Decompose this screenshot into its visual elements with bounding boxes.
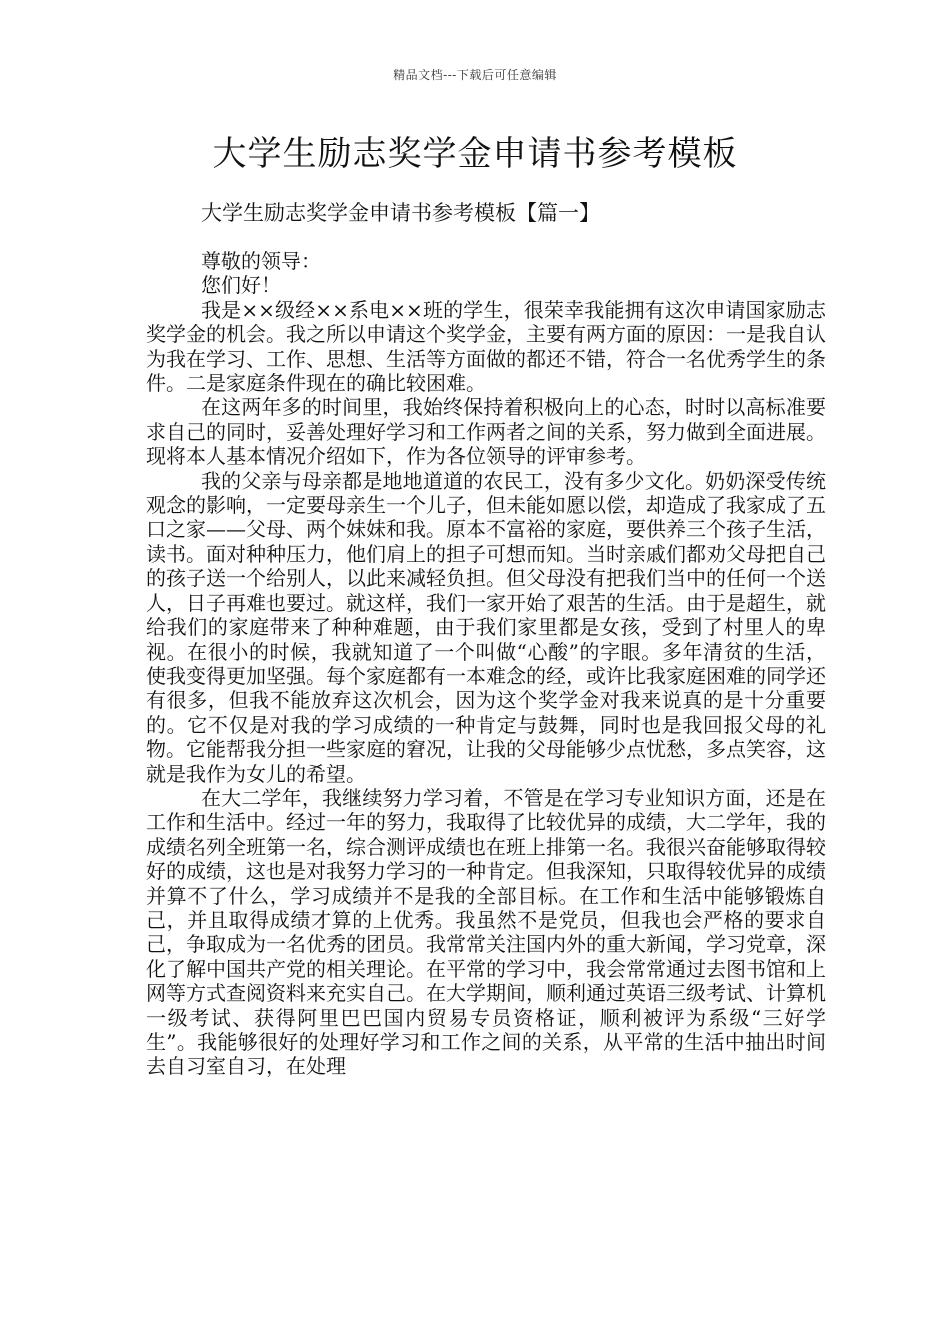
greeting: 您们好！ — [201, 273, 281, 298]
section-subtitle: 大学生励志奖学金申请书参考模板【篇一】 — [201, 201, 600, 225]
document-title: 大学生励志奖学金申请书参考模板 — [212, 134, 738, 174]
header-note: 精品文档---下载后可任意编辑 — [393, 68, 557, 82]
paragraph: 在这两年多的时间里，我始终保持着积极向上的心态，时时以高标准要求自己的同时，妥善处理好学习和工作两者之间的关系，努力做到全面进展。现将本人基本情况介绍如下，作为各位领导的评审参考。 — [146, 395, 826, 469]
paragraph: 在大二学年，我继续努力学习着，不管是在学习专业知识方面，还是在工作和生活中。经过一年的努力，我取得了比较优异的成绩，大二学年，我的成绩名列全班第一名，综合测评成绩也在班上排第一名。我很兴奋能够取得较好的成绩，这也是对我努力学习的一种肯定。但我深知，只取得较优异的成绩并算不了什么，学习成绩并不是我的全部目标。在工作和生活中能够锻炼自己，并且取得成绩才算的上优秀。我虽然不是党员，但我也会严格的要求自己，争取成为一名优秀的团员。我常常关注国内外的重大新闻，学习党章，深化了解中国共产党的相关理论。在平常的学习中，我会常常通过去图书馆和上网等方式查阅资料来充实自己。在大学期间，顺利通过英语三级考试、计算机一级考试、获得阿里巴巴国内贸易专员资格证，顺利被评为系级“三好学生”。我能够很好的处理好学习和工作之间的关系，从平常的生活中抽出时间去自习室自习，在处理 — [146, 785, 826, 1079]
paragraph: 我的父亲与母亲都是地地道道的农民工，没有多少文化。奶奶深受传统观念的影响，一定要母亲生一个儿子，但未能如愿以偿，却造成了我家成了五口之家——父母、两个妹妹和我。原本不富裕的家庭，要供养三个孩子生活，读书。面对种种压力，他们肩上的担子可想而知。当时亲戚们都劝父母把自己的孩子送一个给别人，以此来减轻负担。但父母没有把我们当中的任何一个送人，日子再难也要过。就这样，我们一家开始了艰苦的生活。由于是超生，就给我们的家庭带来了种种难题，由于我们家里都是女孩，受到了村里人的卑视。在很小的时候，我就知道了一个叫做“心酸”的字眼。多年清贫的生活，使我变得更加坚强。每个家庭都有一本难念的经，或许比我家庭困难的同学还有很多，但我不能放弃这次机会，因为这个奖学金对我来说真的是十分重要的。它不仅是对我的学习成绩的一种肯定与鼓舞，同时也是我回报父母的礼物。它能帮我分担一些家庭的窘况，让我的父母能够少点忧愁，多点笑容，这就是我作为女儿的希望。 — [146, 468, 826, 786]
paragraph: 我是××级经××系电××班的学生，很荣幸我能拥有这次申请国家励志奖学金的机会。我之所以申请这个奖学金，主要有两方面的原因：一是我自认为我在学习、工作、思想、生活等方面做的都还不错，符合一名优秀学生的条件。二是家庭条件现在的确比较困难。 — [146, 297, 826, 396]
salutation: 尊敬的领导： — [201, 249, 321, 273]
letter-body — [146, 249, 826, 1079]
